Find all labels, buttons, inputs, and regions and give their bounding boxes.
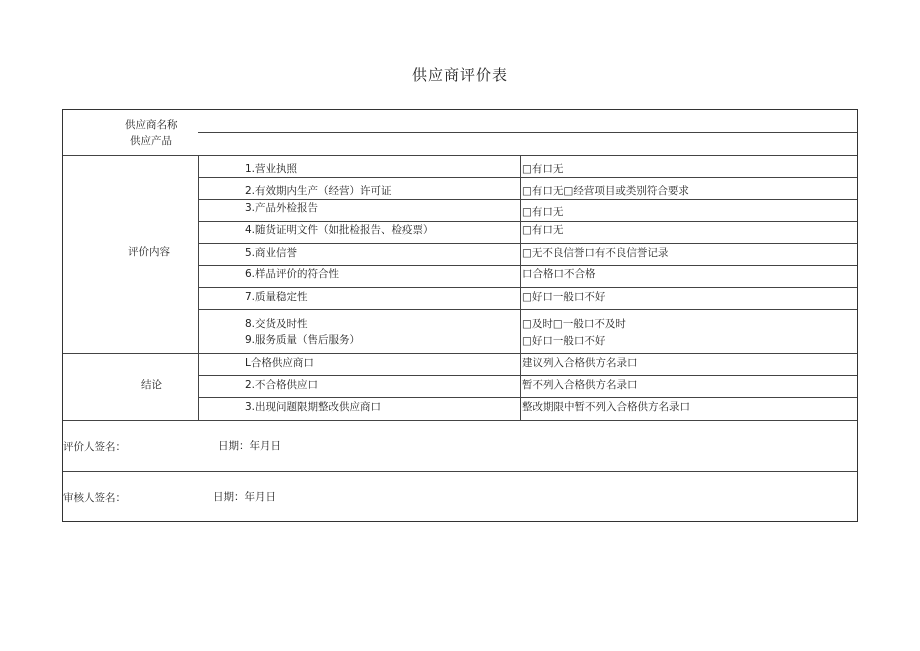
conclusion-section-label: 结论	[141, 379, 162, 391]
conclusion-result: 建议列入合格供方名录口	[522, 357, 638, 369]
criterion-options: 口合格口不合格	[522, 268, 596, 280]
reviewer-signature-label: 审核人签名：	[63, 492, 126, 504]
criterion-label: 6.样品评价的符合性	[245, 268, 340, 280]
conclusion-result: 暂不列入合格供方名录口	[522, 379, 638, 391]
criterion-options: □有口无	[522, 224, 564, 236]
row-divider	[198, 375, 857, 376]
evaluation-table	[62, 109, 858, 522]
supplier-name-underline	[198, 132, 857, 133]
row-divider	[198, 309, 857, 310]
column-divider-left	[198, 155, 199, 420]
divider-evaluation-end	[63, 353, 857, 354]
column-divider-middle	[520, 155, 521, 420]
row-divider	[198, 221, 857, 222]
row-divider	[198, 397, 857, 398]
conclusion-option: L合格供应商口	[245, 357, 314, 369]
row-divider	[198, 265, 857, 266]
criterion-options: □无不良信誉口有不良信誉记录	[522, 247, 669, 259]
conclusion-option: 2.不合格供应口	[245, 379, 319, 391]
row-divider	[198, 287, 857, 288]
conclusion-option: 3.出现问题限期整改供应商口	[245, 401, 382, 413]
reviewer-date: 日期：年月日	[213, 491, 276, 503]
row-divider	[198, 243, 857, 244]
divider-signatures	[63, 471, 857, 472]
criterion-options: □有口无	[522, 163, 564, 175]
divider-header	[63, 155, 857, 156]
page-title: 供应商评价表	[411, 66, 508, 84]
criterion-options: □有口无	[522, 206, 564, 218]
criterion-label: 1.营业执照	[245, 163, 298, 175]
criterion-label: 7.质量稳定性	[245, 291, 308, 303]
criterion-label: 9.服务质量（售后服务）	[245, 334, 361, 346]
divider-conclusion-end	[63, 420, 857, 421]
supplier-name-label: 供应商名称	[125, 119, 178, 131]
criterion-options: □及时□一般口不及时	[522, 318, 626, 330]
evaluation-section-label: 评价内容	[128, 246, 170, 258]
evaluator-date: 日期：年月日	[218, 440, 281, 452]
criterion-options: □好口一般口不好	[522, 291, 606, 303]
criterion-options: □好口一般口不好	[522, 335, 606, 347]
conclusion-result: 整改期限中暂不列入合格供方名录口	[522, 401, 690, 413]
criterion-label: 4.随货证明文件（如批检报告、检疫票）	[245, 224, 434, 236]
criterion-options: □有口无□经营项目或类别符合要求	[522, 185, 689, 197]
criterion-label: 2.有效期内生产（经营）许可证	[245, 185, 392, 197]
evaluator-signature-label: 评价人签名：	[63, 441, 126, 453]
supplier-product-label: 供应产品	[130, 135, 172, 147]
criterion-label: 5.商业信誉	[245, 247, 298, 259]
criterion-label: 8.交货及时性	[245, 318, 308, 330]
row-divider	[198, 177, 857, 178]
row-divider	[198, 199, 857, 200]
criterion-label: 3.产品外检报告	[245, 202, 319, 214]
